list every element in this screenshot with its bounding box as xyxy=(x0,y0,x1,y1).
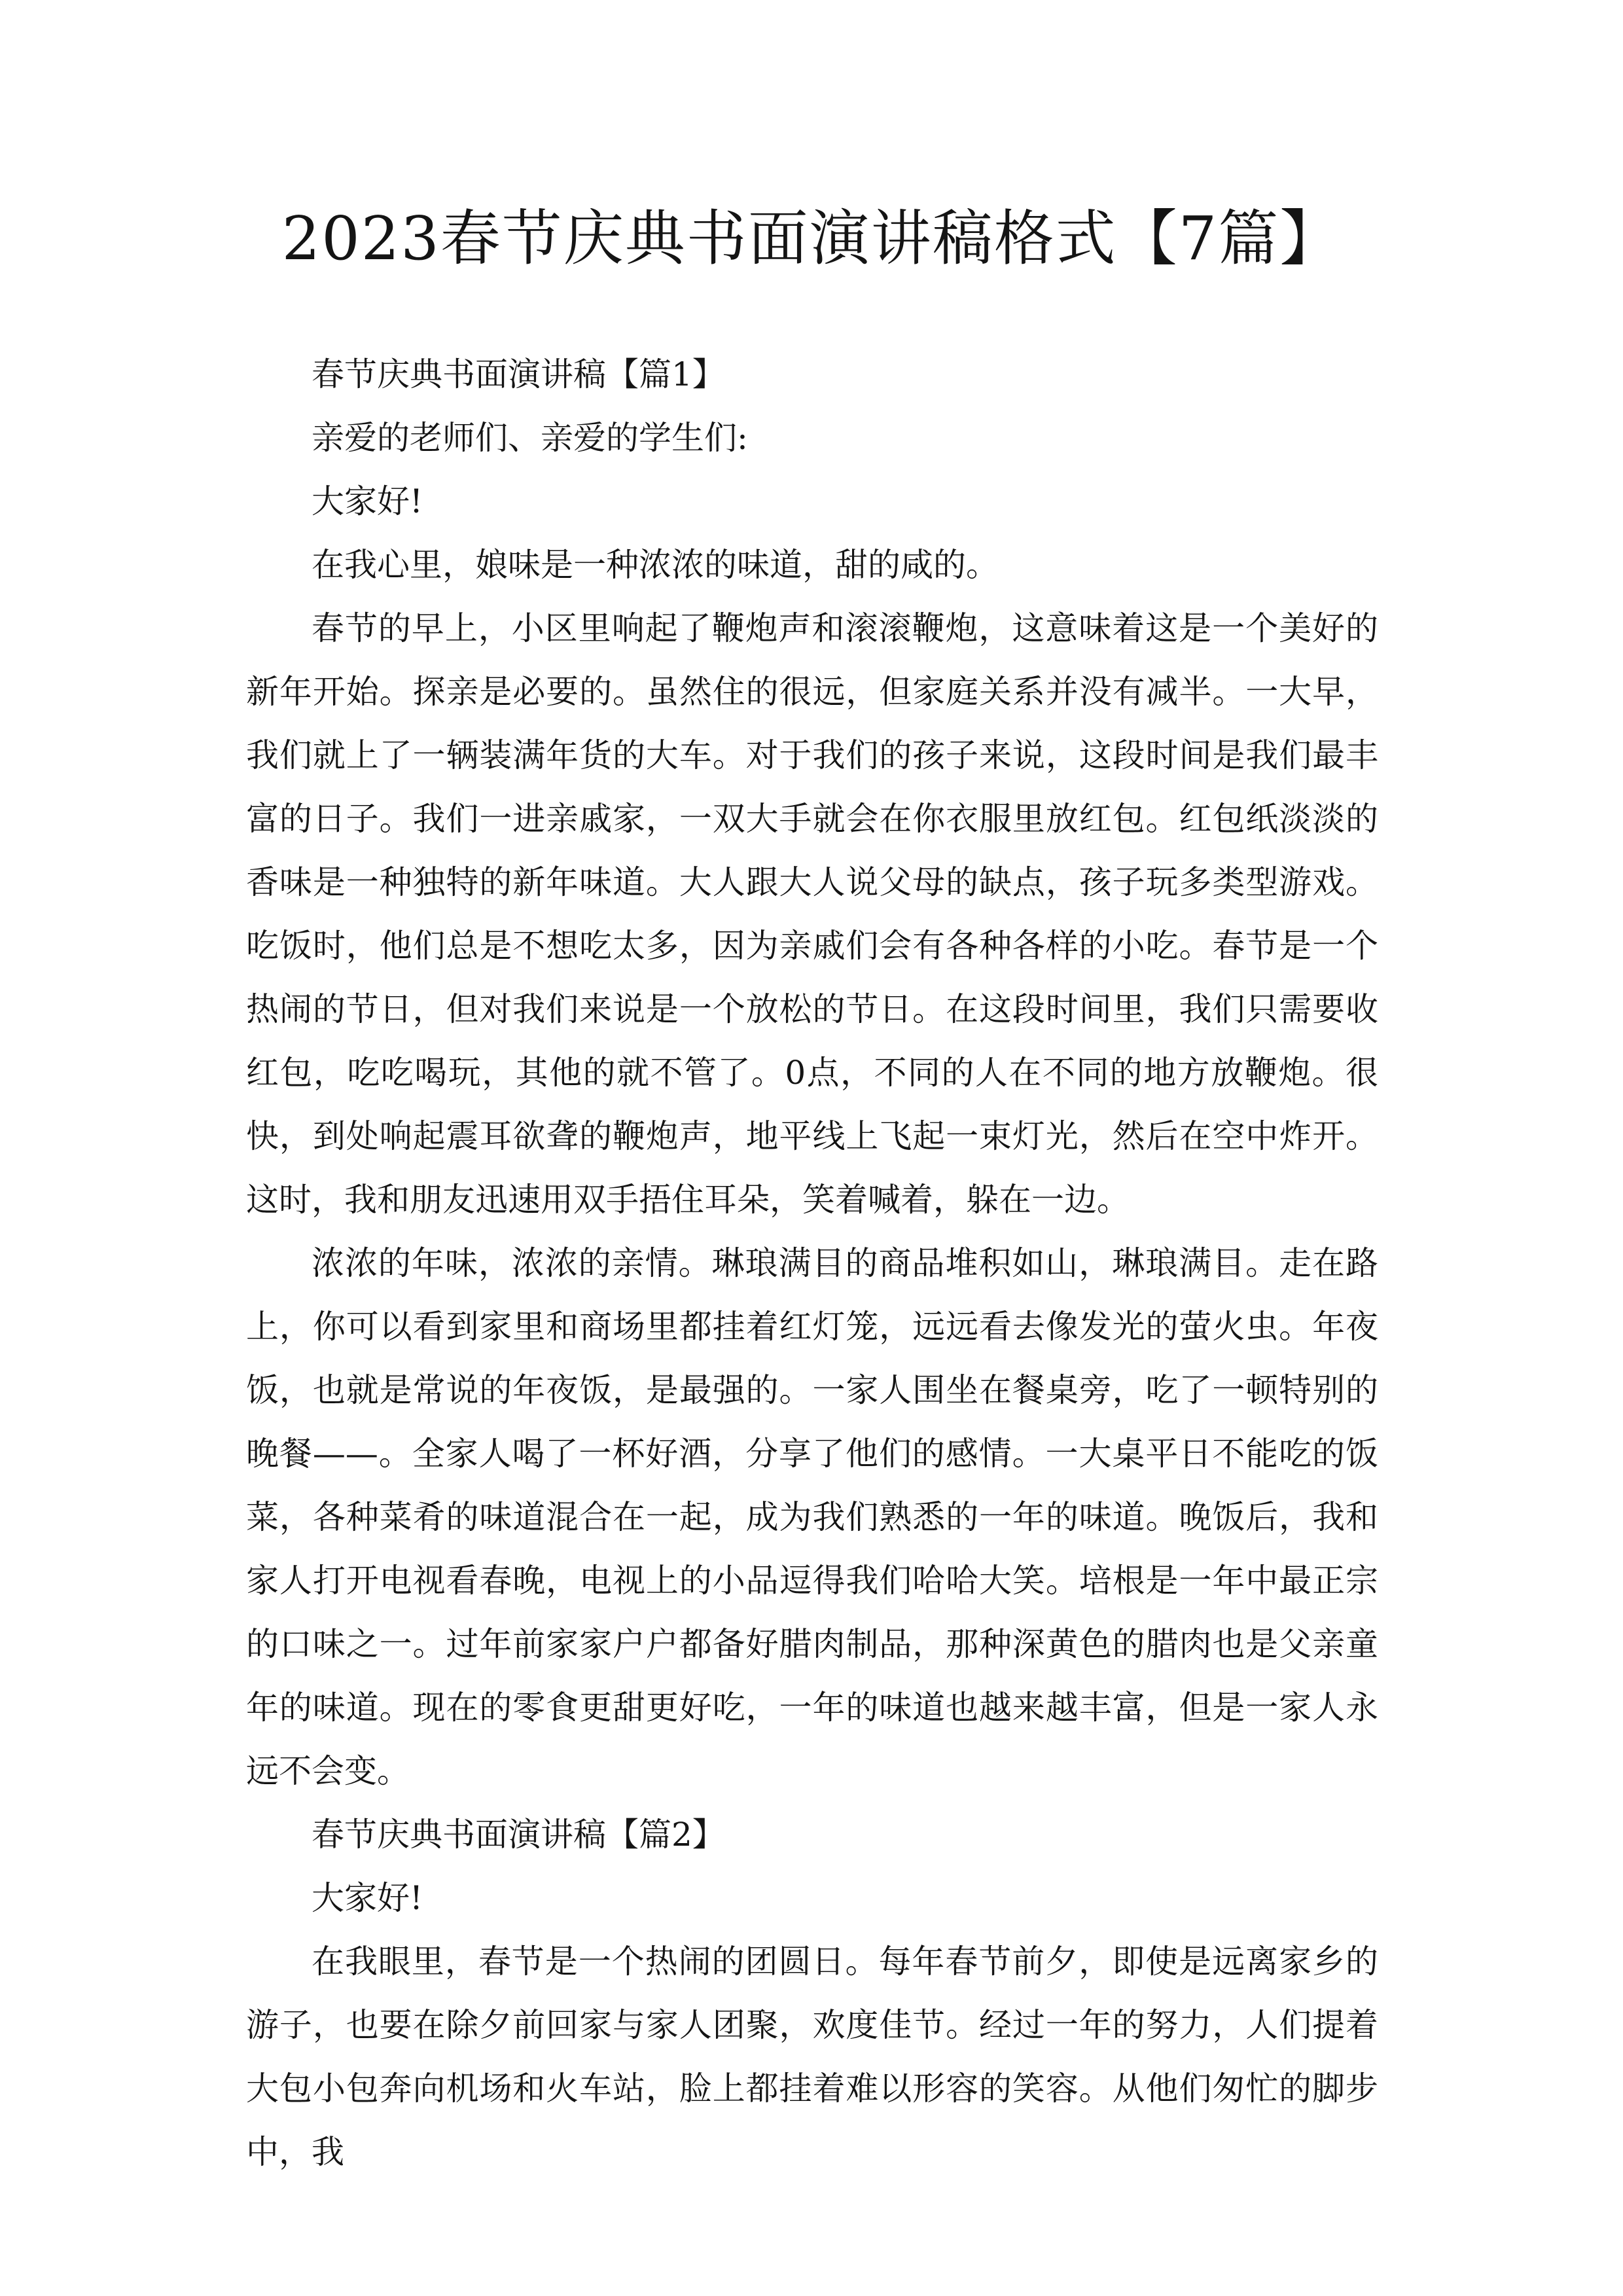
paragraph: 在我心里，娘味是一种浓浓的味道，甜的咸的。 xyxy=(312,546,999,584)
salutation: 亲爱的老师们、亲爱的学生们: xyxy=(312,419,748,457)
paragraph: 在我眼里，春节是一个热闹的团圆日。每年春节前夕，即使是远离家乡的游子，也要在除夕前回家与家人团聚，欢度佳节。经过一年的努力，人们提着大包小包奔向机场和火车站，脸上都挂着难以形容的笑容。从他们匆忙的脚步中，我 xyxy=(246,1943,1378,2171)
paragraph: 浓浓的年味，浓浓的亲情。琳琅满目的商品堆积如山，琳琅满目。走在路上，你可以看到家里和商场里都挂着红灯笼，远远看去像发光的萤火虫。年夜饭，也就是常说的年夜饭，是最强的。一家人围坐在餐桌旁，吃了一顿特别的晚餐——。全家人喝了一杯好酒，分享了他们的感情。一大桌平日不能吃的饭菜，各种菜肴的味道混合在一起，成为我们熟悉的一年的味道。晚饭后，我和家人打开电视看春晚，电视上的小品逗得我们哈哈大笑。培根是一年中最正宗的口味之一。过年前家家户户都备好腊肉制品，那种深黄色的腊肉也是父亲童年的味道。现在的零食更甜更好吃，一年的味道也越来越丰富，但是一家人永远不会变。 xyxy=(246,1244,1378,1790)
document-body xyxy=(246,343,1378,2184)
greeting: 大家好! xyxy=(312,1879,423,1917)
document-title: 2023春节庆典书面演讲稿格式【7篇】 xyxy=(281,204,1342,274)
paragraph: 春节的早上，小区里响起了鞭炮声和滚滚鞭炮，这意味着这是一个美好的新年开始。探亲是必要的。虽然住的很远，但家庭关系并没有减半。一大早，我们就上了一辆装满年货的大车。对于我们的孩子来说，这段时间是我们最丰富的日子。我们一进亲戚家，一双大手就会在你衣服里放红包。红包纸淡淡的香味是一种独特的新年味道。大人跟大人说父母的缺点，孩子玩多类型游戏。吃饭时，他们总是不想吃太多，因为亲戚们会有各种各样的小吃。春节是一个热闹的节日，但对我们来说是一个放松的节日。在这段时间里，我们只需要收红包，吃吃喝玩，其他的就不管了。0点，不同的人在不同的地方放鞭炮。很快，到处响起震耳欲聋的鞭炮声，地平线上飞起一束灯光，然后在空中炸开。这时，我和朋友迅速用双手捂住耳朵，笑着喊着，躲在一边。 xyxy=(246,609,1378,1219)
section-heading-1: 春节庆典书面演讲稿【篇1】 xyxy=(312,355,725,393)
greeting: 大家好! xyxy=(312,482,423,520)
section-heading-2: 春节庆典书面演讲稿【篇2】 xyxy=(312,1816,725,1854)
